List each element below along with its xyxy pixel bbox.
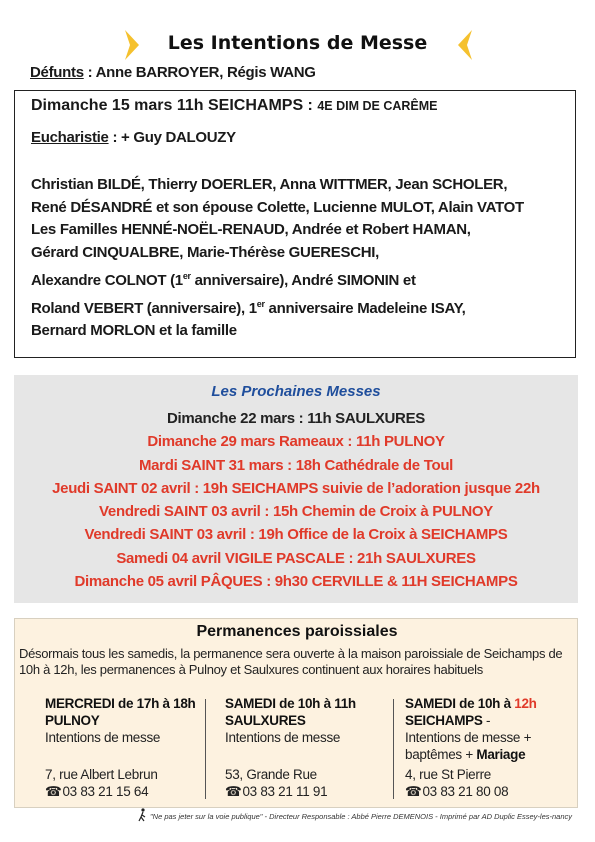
permanences-intro: Désormais tous les samedis, la permanence sera ouverte à la maison paroissiale de Seichamps de 10h à 12h, les permanences à Pulnoy et Saulxures continuent aux horaires habituels — [19, 646, 563, 677]
permanence-desc: Intentions de messe + — [405, 730, 532, 745]
intention-line: Christian BILDÉ, Thierry DOERLER, Anna WITTMER, Jean SCHOLER, — [31, 176, 508, 193]
phone-icon: ☎ — [45, 784, 62, 799]
permanence-time: SAMEDI de 10h à 11h — [225, 696, 356, 711]
permanence-time-red: 12h — [514, 696, 537, 711]
address-saulxures: 53, Grande Rue — [225, 767, 317, 782]
defunts-line — [30, 64, 316, 81]
upcoming-mass-item: Vendredi SAINT 03 avril : 19h Office de la Croix à SEICHAMPS — [84, 526, 508, 544]
upcoming-mass-item: Jeudi SAINT 02 avril : 19h SEICHAMPS suivie de l’adoration jusque 22h — [52, 479, 540, 497]
upcoming-masses-title: Les Prochaines Messes — [211, 383, 381, 400]
intention-text: Roland VEBERT (anniversaire), 1 — [31, 299, 257, 317]
permanences-title: Permanences paroissiales — [196, 623, 398, 640]
intention-line: Bernard MORLON et la famille — [31, 322, 237, 340]
chevron-right-icon — [458, 30, 472, 60]
place-suffix: - — [482, 713, 491, 728]
intentions-list — [31, 174, 566, 343]
upcoming-masses-box — [14, 375, 578, 603]
phone-number: 03 83 21 11 91 — [242, 784, 328, 799]
eucharistie-text: : + Guy DALOUZY — [108, 129, 236, 146]
permanence-desc: Intentions de messe — [45, 730, 161, 745]
phone-number: 03 83 21 15 64 — [62, 784, 149, 799]
intention-line: Gérard CINQUALBRE, Marie-Thérèse GUERESCHI, — [31, 244, 380, 262]
phone-saulxures — [225, 784, 327, 800]
phone-pulnoy — [45, 784, 148, 800]
defunts-label: Défunts — [30, 64, 84, 81]
mass-date: Dimanche 15 mars 11h SEICHAMPS : — [31, 97, 318, 114]
permanence-seichamps — [405, 695, 575, 763]
upcoming-mass-item: Samedi 04 avril VIGILE PASCALE : 21h SAULXURES — [116, 549, 476, 567]
permanence-time: SAMEDI de 10h à — [405, 696, 515, 711]
header — [0, 28, 595, 64]
permanence-desc-bold: Mariage — [476, 747, 526, 762]
intention-line: René DÉSANDRÉ et son épouse Colette, Lucienne MULOT, Alain VATOT — [31, 198, 524, 216]
intentions-box — [14, 90, 576, 358]
permanence-saulxures — [225, 695, 395, 746]
defunts-text: : Anne BARROYER, Régis WANG — [83, 64, 316, 81]
upcoming-masses-list — [14, 407, 578, 593]
column-divider — [393, 699, 394, 799]
address-seichamps: 4, rue St Pierre — [405, 767, 491, 782]
permanence-time: MERCREDI de 17h à 18h — [45, 696, 196, 711]
upcoming-mass-item: Dimanche 05 avril PÂQUES : 9h30 CERVILLE & 11H SEICHAMPS — [74, 573, 518, 591]
permanence-desc: baptêmes + — [405, 747, 477, 762]
upcoming-mass-item: Vendredi SAINT 03 avril : 15h Chemin de Croix à PULNOY — [99, 503, 493, 521]
ordinal-sup: er — [256, 298, 265, 309]
permanence-place: SEICHAMPS — [405, 713, 483, 728]
column-divider — [205, 699, 206, 799]
permanence-desc: Intentions de messe — [225, 730, 341, 745]
intention-text: anniversaire Madeleine ISAY, — [264, 299, 466, 317]
page-title: Les Intentions de Messe — [167, 32, 428, 54]
ordinal-sup: er — [182, 270, 191, 281]
upcoming-mass-item: Mardi SAINT 31 mars : 18h Cathédrale de Toul — [138, 456, 454, 474]
phone-seichamps — [405, 784, 508, 800]
footer-note: "Ne pas jeter sur la voie publique" - Directeur Responsable : Abbé Pierre DEMENOIS - Imprimé par AD Duplic Essey-les-nancy — [150, 812, 573, 821]
mass-subtitle: 4E DIM DE CARÊME — [317, 99, 438, 113]
phone-icon: ☎ — [405, 784, 422, 799]
address-pulnoy: 7, rue Albert Lebrun — [45, 767, 158, 782]
permanences-box — [14, 618, 578, 808]
phone-icon: ☎ — [225, 784, 242, 799]
recycle-person-icon — [136, 808, 148, 822]
intention-line — [31, 265, 566, 293]
permanence-pulnoy — [45, 695, 205, 746]
eucharistie-label: Eucharistie — [31, 129, 109, 146]
intention-line — [31, 293, 566, 321]
mass-date-line — [31, 97, 437, 115]
upcoming-mass-item: Dimanche 22 mars : 11h SAULXURES — [167, 410, 425, 427]
eucharistie-line — [31, 129, 236, 146]
upcoming-mass-item: Dimanche 29 mars Rameaux : 11h PULNOY — [147, 433, 445, 451]
permanence-place: SAULXURES — [225, 713, 306, 728]
intention-line: Les Familles HENNÉ-NOËL-RENAUD, Andrée et Robert HAMAN, — [31, 221, 471, 239]
intention-text: anniversaire), André SIMONIN et — [190, 271, 416, 289]
permanence-place: PULNOY — [45, 713, 100, 728]
phone-number: 03 83 21 80 08 — [422, 784, 509, 799]
intention-text: Alexandre COLNOT (1 — [31, 271, 183, 289]
